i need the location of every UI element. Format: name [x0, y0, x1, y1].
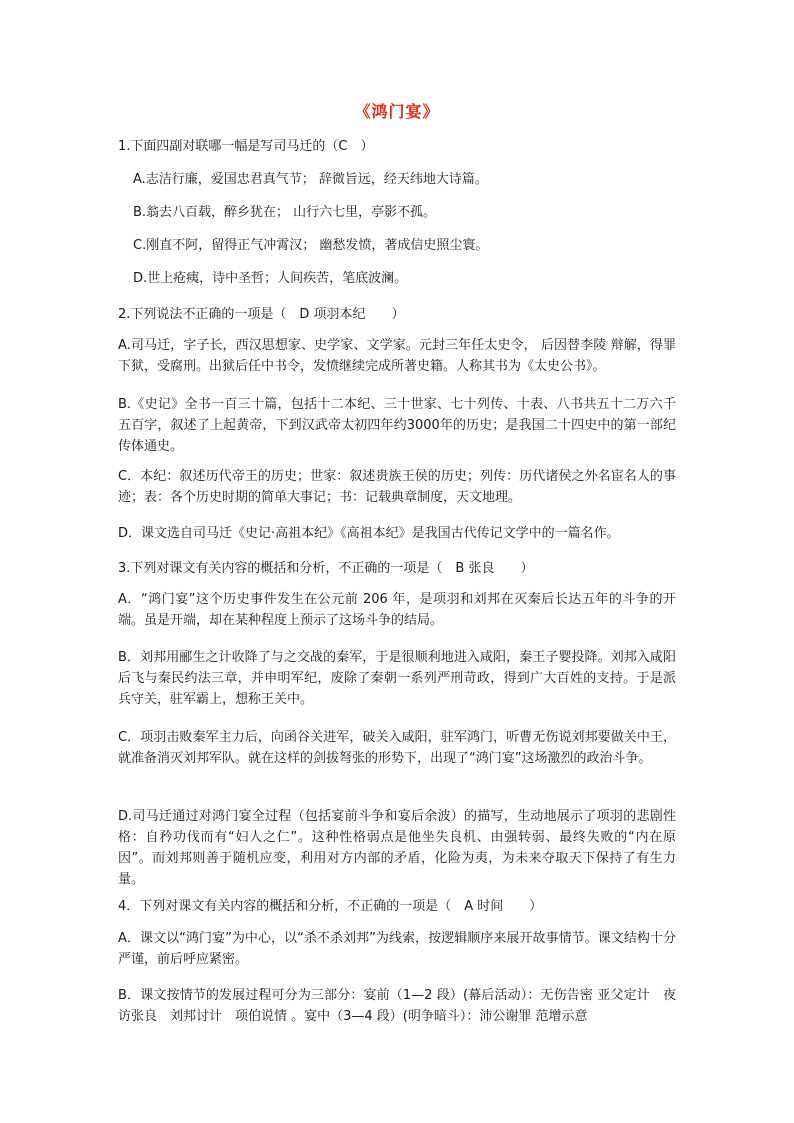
q3-option-c: C．项羽击败秦军主力后，向函谷关进军，破关入咸阳，驻军鸿门，听曹无伤说刘邦要做关中王，就准备消灭刘邦军队。就在这样的剑拔弩张的形势下，出现了“鸿门宴”这场激烈的政治斗争。 — [118, 730, 676, 766]
q3-option-d: D.司马迁通过对鸿门宴全过程（包括宴前斗争和宴后余波）的描写，生动地展示了项羽的悲剧性格：自矜功伐而有“妇人之仁”。这种性格弱点是他坐失良机、由强转弱、最终失败的“内在原因”。而刘邦则善于随机应变，利用对方内部的矛盾，化险为夷，为未来夺取天下保持了有生力量。 — [118, 809, 676, 887]
q2-option-c: C．本纪：叙述历代帝王的历史；世家：叙述贵族王侯的历史；列传：历代诸侯之外名宦名人的事迹；表：各个历史时期的简单大事记；书：记载典章制度，天文地理。 — [118, 469, 676, 505]
q3-option-a: A．“鸿门宴”这个历史事件发生在公元前 206 年，是项羽和刘邦在灭秦后长达五年的斗争的开端。虽是开端，却在某种程度上预示了这场斗争的结局。 — [118, 592, 676, 628]
q1-option-b: B.翁去八百载，醉乡犹在； 山行六七里，亭影不孤。 — [133, 205, 437, 220]
q1-option-a: A.志洁行廉，爱国忠君真气节； 辞微旨远，经天纬地大诗篇。 — [133, 172, 488, 187]
q4-option-b: B．课文按情节的发展过程可分为三部分：宴前（1—2 段）(幕后活动）：无伤告密 亚父定计 夜访张良 刘邦讨计 项伯说情 。宴中（3—4 段）(明争暗斗）：沛公谢罪 范增示意 — [118, 988, 676, 1024]
q1-stem: 1.下面四副对联哪一幅是写司马迁的（C ） — [118, 139, 374, 154]
q2-option-b: B.《史记》全书一百三十篇，包括十二本纪、三十世家、七十列传、十表、八书共五十二万六千五百字，叙述了上起黄帝，下到汉武帝太初四年约3000年的历史；是我国二十四史中的第一部纪传体通史。 — [118, 397, 676, 454]
q4-option-a: A．课文以“鸿门宴”为中心，以“杀不杀刘邦”为线索，按逻辑顺序来展开故事情节。课文结构十分严谨，前后呼应紧密。 — [118, 931, 676, 967]
q4-stem: 4．下列对课文有关内容的概括和分析，不正确的一项是（ A 时间 ） — [118, 899, 543, 914]
q1-option-c: C.刚直不阿，留得正气冲霄汉； 幽愁发愤，著成信史照尘寰。 — [133, 238, 489, 253]
doc-title: 《鸿门宴》 — [354, 102, 440, 121]
q3-option-b: B．刘邦用郦生之计收降了与之交战的秦军，于是很顺利地进入咸阳，秦王子婴投降。刘邦入咸阳后飞与秦民约法三章，并申明军纪，废除了秦朝一系列严刑苛政，得到广大百姓的支持。于是派兵守关，驻军霸上，想称王关中。 — [118, 650, 676, 707]
q2-stem: 2.下列说法不正确的一项是（ D 项羽本纪 ） — [118, 307, 405, 322]
q2-option-d: D．课文选自司马迁《史记·高祖本纪》《高祖本纪》是我国古代传记文学中的一篇名作。 — [118, 526, 620, 541]
q3-stem: 3.下列对课文有关内容的概括和分析，不正确的一项是（ B 张良 ） — [118, 561, 534, 576]
q2-option-a: A.司马迁，字子长，西汉思想家、史学家、文学家。元封三年任太史令， 后因替李陵 辩解，得罪下狱，受腐刑。出狱后任中书令，发愤继续完成所著史籍。人称其书为《太史公书》。 — [118, 338, 676, 374]
q1-option-d: D.世上疮痍，诗中圣哲；人间疾苦，笔底波澜。 — [133, 271, 408, 286]
